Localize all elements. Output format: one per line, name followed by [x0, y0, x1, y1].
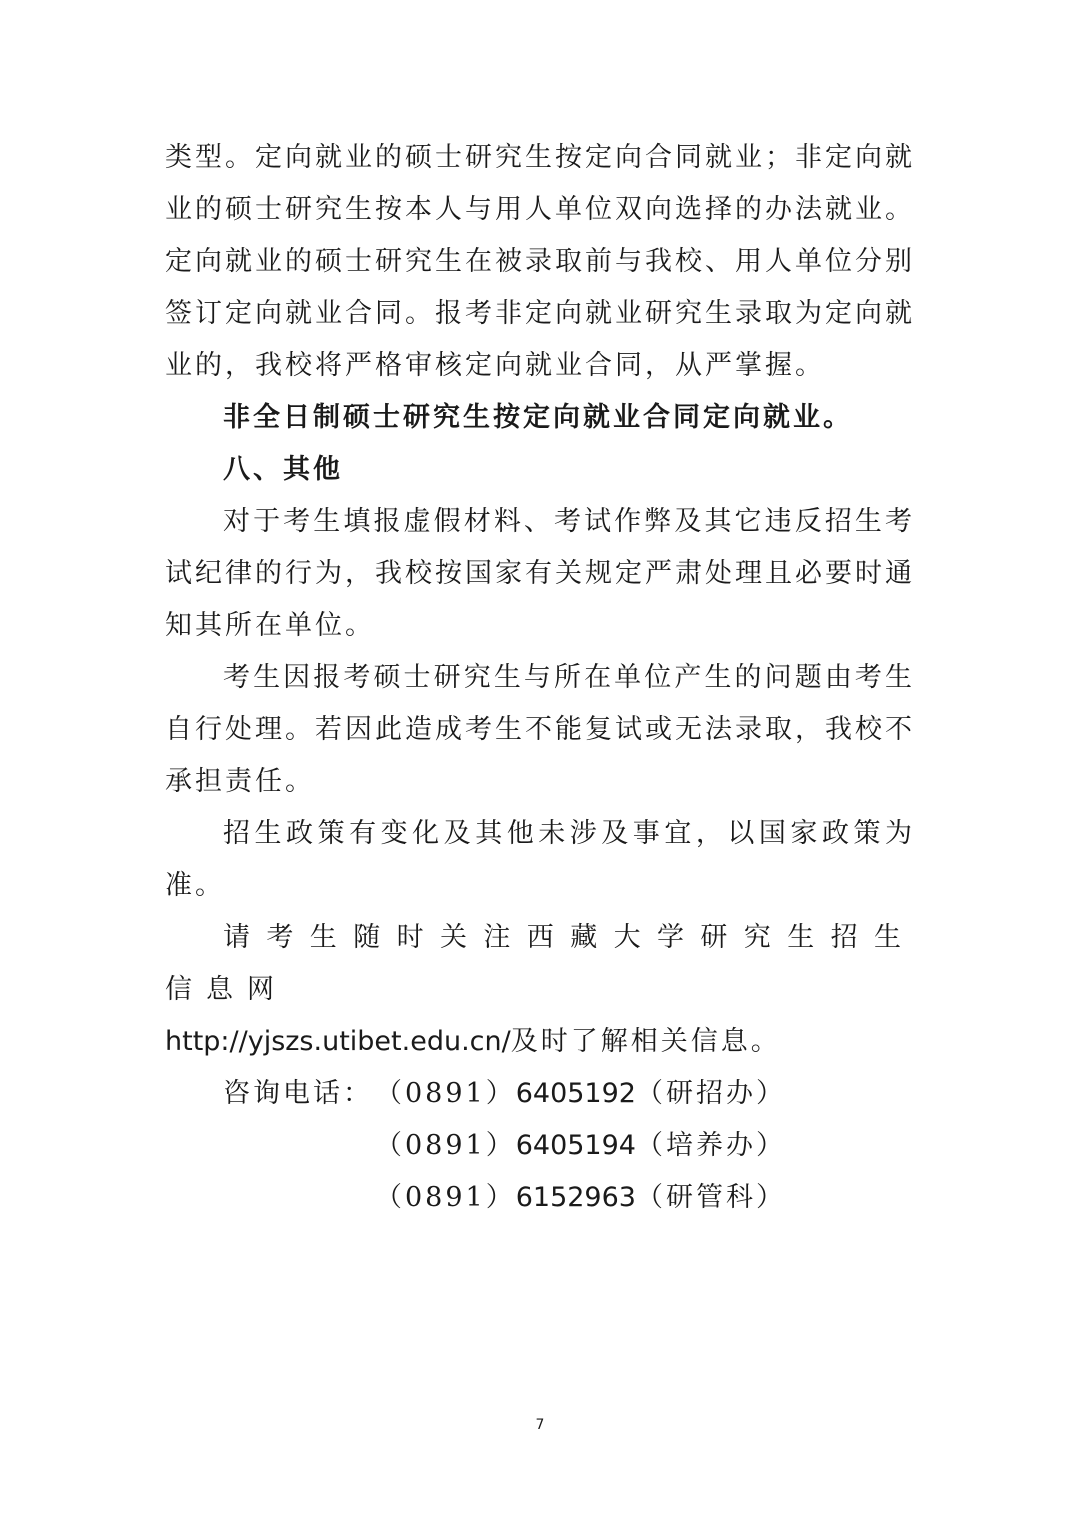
paragraph-website-line	[165, 1016, 915, 1068]
contact-row-2	[165, 1120, 915, 1172]
phone-dept: （研招办）	[635, 1078, 786, 1109]
paragraph-website-notice: 请考生随时关注西藏大学研究生招生信息网	[165, 922, 915, 1005]
contact-row-1	[165, 1068, 915, 1120]
paragraph-policy: 招生政策有变化及其他未涉及事宜，以国家政策为准。	[165, 818, 915, 901]
website-link[interactable]: http://yjszs.utibet.edu.cn/	[165, 1026, 511, 1057]
phone-number: 6405194	[515, 1130, 636, 1161]
phone-number: 6405192	[515, 1078, 636, 1109]
contact-row-3	[165, 1172, 915, 1224]
paragraph-unit-issues: 考生因报考硕士研究生与所在单位产生的问题由考生自行处理。若因此造成考生不能复试或无法录取，我校不承担责任。	[165, 662, 915, 797]
paragraph-employment-type: 类型。定向就业的硕士研究生按定向合同就业；非定向就业的硕士研究生按本人与用人单位双向选择的办法就业。定向就业的硕士研究生在被录取前与我校、用人单位分别签订定向就业合同。报考非定向就业研究生录取为定向就业的，我校将严格审核定向就业合同，从严掌握。	[165, 142, 915, 381]
contact-label: 咨询电话：	[223, 1078, 373, 1109]
phone-entry	[375, 1172, 786, 1224]
phone-entry	[375, 1068, 786, 1120]
phone-entry	[375, 1120, 786, 1172]
phone-area: （0891）	[375, 1182, 516, 1213]
phone-area: （0891）	[375, 1130, 516, 1161]
phone-area: （0891）	[375, 1078, 516, 1109]
document-page	[165, 132, 915, 1224]
paragraph-part-time: 非全日制硕士研究生按定向就业合同定向就业。	[223, 402, 853, 433]
phone-number: 6152963	[515, 1182, 636, 1213]
page-number: 7	[535, 1417, 545, 1433]
section-heading-other: 八、其他	[223, 454, 343, 485]
paragraph-discipline: 对于考生填报虚假材料、考试作弊及其它违反招生考试纪律的行为，我校按国家有关规定严肃处理且必要时通知其所在单位。	[165, 506, 915, 641]
phone-dept: （研管科）	[635, 1182, 786, 1213]
phone-dept: （培养办）	[635, 1130, 786, 1161]
website-suffix: 及时了解相关信息。	[510, 1026, 781, 1057]
